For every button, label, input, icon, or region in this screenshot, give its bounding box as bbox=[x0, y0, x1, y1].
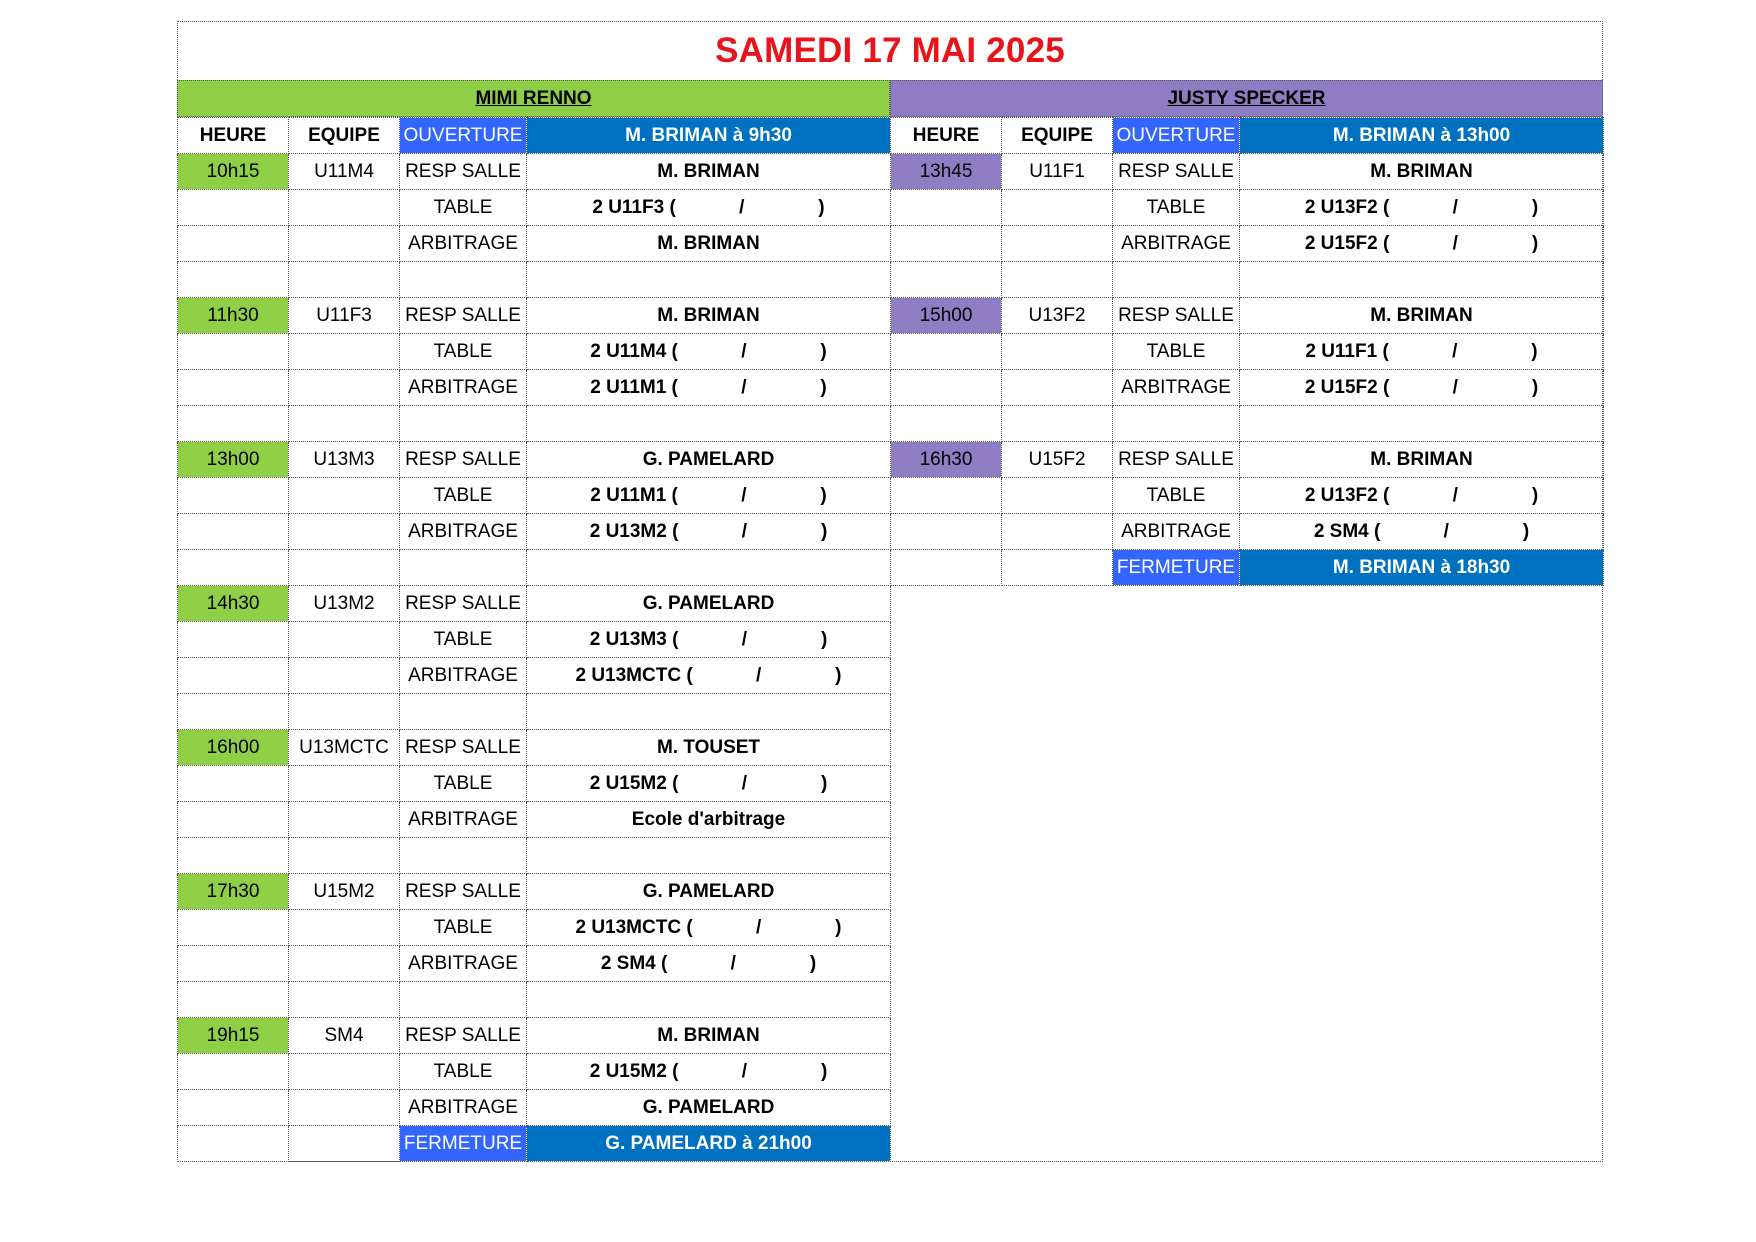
header-row bbox=[891, 118, 1604, 154]
schedule-table-left bbox=[177, 117, 891, 1162]
role-arbitrage-label: ARBITRAGE bbox=[400, 658, 527, 694]
table-assignment: 2 U15M2 ( / ) bbox=[527, 766, 891, 802]
closing-value: M. BRIMAN à 18h30 bbox=[1240, 550, 1604, 586]
ouverture-label: OUVERTURE bbox=[400, 118, 527, 154]
role-table-label: TABLE bbox=[400, 622, 527, 658]
empty-cell bbox=[1002, 406, 1113, 442]
role-resp-label: RESP SALLE bbox=[400, 730, 527, 766]
slot-time: 13h00 bbox=[178, 442, 289, 478]
empty-cell bbox=[178, 910, 289, 946]
empty-cell bbox=[289, 946, 400, 982]
equipe-header: EQUIPE bbox=[1002, 118, 1113, 154]
empty-cell bbox=[891, 190, 1002, 226]
arbitrage-assignment: Ecole d'arbitrage bbox=[527, 802, 891, 838]
slot-row-arbitrage bbox=[178, 1090, 891, 1126]
resp-person: M. BRIMAN bbox=[1240, 298, 1604, 334]
opening-value: M. BRIMAN à 9h30 bbox=[527, 118, 891, 154]
spacer-row bbox=[891, 406, 1604, 442]
empty-cell bbox=[178, 838, 289, 874]
role-arbitrage-label: ARBITRAGE bbox=[1113, 226, 1240, 262]
empty-cell bbox=[289, 802, 400, 838]
slot-team: U15M2 bbox=[289, 874, 400, 910]
spacer-row bbox=[178, 262, 891, 298]
slot-time: 16h30 bbox=[891, 442, 1002, 478]
slot-time: 11h30 bbox=[178, 298, 289, 334]
empty-cell bbox=[289, 550, 400, 586]
slot-row-arbitrage bbox=[178, 946, 891, 982]
role-arbitrage-label: ARBITRAGE bbox=[1113, 514, 1240, 550]
spacer-row bbox=[178, 838, 891, 874]
empty-cell bbox=[289, 838, 400, 874]
empty-cell bbox=[289, 910, 400, 946]
empty-cell bbox=[400, 550, 527, 586]
table-assignment: 2 U11M4 ( / ) bbox=[527, 334, 891, 370]
page-title: SAMEDI 17 MAI 2025 bbox=[715, 30, 1065, 70]
resp-person: G. PAMELARD bbox=[527, 442, 891, 478]
empty-cell bbox=[289, 982, 400, 1018]
slot-team: U13MCTC bbox=[289, 730, 400, 766]
role-arbitrage-label: ARBITRAGE bbox=[400, 226, 527, 262]
empty-cell bbox=[1113, 406, 1240, 442]
empty-cell bbox=[1240, 406, 1604, 442]
slot-row-resp bbox=[178, 586, 891, 622]
heure-header: HEURE bbox=[178, 118, 289, 154]
role-resp-label: RESP SALLE bbox=[1113, 298, 1240, 334]
fermeture-label: FERMETURE bbox=[400, 1126, 527, 1162]
ouverture-label: OUVERTURE bbox=[1113, 118, 1240, 154]
role-arbitrage-label: ARBITRAGE bbox=[400, 1090, 527, 1126]
slot-row-arbitrage bbox=[178, 514, 891, 550]
role-table-label: TABLE bbox=[400, 190, 527, 226]
empty-cell bbox=[527, 982, 891, 1018]
role-table-label: TABLE bbox=[400, 766, 527, 802]
empty-cell bbox=[289, 370, 400, 406]
empty-cell bbox=[178, 1054, 289, 1090]
slot-row-table bbox=[178, 190, 891, 226]
empty-cell bbox=[289, 406, 400, 442]
slot-row-arbitrage bbox=[891, 226, 1604, 262]
slot-row-table bbox=[178, 910, 891, 946]
spacer-row bbox=[178, 550, 891, 586]
role-arbitrage-label: ARBITRAGE bbox=[400, 370, 527, 406]
empty-cell bbox=[891, 514, 1002, 550]
arbitrage-assignment: 2 U11M1 ( / ) bbox=[527, 370, 891, 406]
role-arbitrage-label: ARBITRAGE bbox=[400, 946, 527, 982]
slot-row-resp bbox=[178, 874, 891, 910]
table-assignment: 2 U11M1 ( / ) bbox=[527, 478, 891, 514]
empty-cell bbox=[1002, 514, 1113, 550]
empty-cell bbox=[289, 478, 400, 514]
empty-cell bbox=[178, 406, 289, 442]
slot-team: U11F1 bbox=[1002, 154, 1113, 190]
empty-cell bbox=[891, 334, 1002, 370]
empty-cell bbox=[400, 406, 527, 442]
empty-cell bbox=[289, 1090, 400, 1126]
slot-time: 10h15 bbox=[178, 154, 289, 190]
empty-cell bbox=[178, 262, 289, 298]
arbitrage-assignment: M. BRIMAN bbox=[527, 226, 891, 262]
role-table-label: TABLE bbox=[400, 910, 527, 946]
role-table-label: TABLE bbox=[1113, 478, 1240, 514]
slot-row-resp bbox=[178, 298, 891, 334]
arbitrage-assignment: 2 U13MCTC ( / ) bbox=[527, 658, 891, 694]
empty-cell bbox=[178, 694, 289, 730]
slot-row-table bbox=[178, 478, 891, 514]
empty-cell bbox=[178, 802, 289, 838]
role-resp-label: RESP SALLE bbox=[400, 874, 527, 910]
empty-cell bbox=[527, 262, 891, 298]
empty-cell bbox=[527, 694, 891, 730]
arbitrage-assignment: 2 SM4 ( / ) bbox=[1240, 514, 1604, 550]
slot-row-arbitrage bbox=[178, 226, 891, 262]
empty-cell bbox=[178, 334, 289, 370]
empty-cell bbox=[178, 622, 289, 658]
slot-row-table bbox=[178, 622, 891, 658]
empty-cell bbox=[178, 982, 289, 1018]
header-row bbox=[178, 118, 891, 154]
empty-cell bbox=[1002, 190, 1113, 226]
spacer-row bbox=[178, 406, 891, 442]
table-assignment: 2 U11F1 ( / ) bbox=[1240, 334, 1604, 370]
spacer-row bbox=[178, 694, 891, 730]
empty-cell bbox=[178, 550, 289, 586]
empty-cell bbox=[289, 262, 400, 298]
resp-person: M. BRIMAN bbox=[1240, 154, 1604, 190]
table-assignment: 2 U11F3 ( / ) bbox=[527, 190, 891, 226]
table-assignment: 2 U13M3 ( / ) bbox=[527, 622, 891, 658]
arbitrage-assignment: 2 U15F2 ( / ) bbox=[1240, 226, 1604, 262]
slot-row-resp bbox=[891, 298, 1604, 334]
role-arbitrage-label: ARBITRAGE bbox=[400, 514, 527, 550]
role-resp-label: RESP SALLE bbox=[400, 442, 527, 478]
slot-time: 19h15 bbox=[178, 1018, 289, 1054]
schedule-table-right bbox=[890, 117, 1604, 586]
empty-cell bbox=[289, 1054, 400, 1090]
slot-time: 15h00 bbox=[891, 298, 1002, 334]
empty-cell bbox=[527, 550, 891, 586]
empty-cell bbox=[178, 1090, 289, 1126]
empty-cell bbox=[289, 658, 400, 694]
role-resp-label: RESP SALLE bbox=[400, 298, 527, 334]
slot-row-arbitrage bbox=[891, 370, 1604, 406]
empty-cell bbox=[178, 370, 289, 406]
empty-cell bbox=[178, 1126, 289, 1162]
resp-person: M. TOUSET bbox=[527, 730, 891, 766]
empty-cell bbox=[178, 190, 289, 226]
opening-value: M. BRIMAN à 13h00 bbox=[1240, 118, 1604, 154]
slot-row-resp bbox=[891, 442, 1604, 478]
empty-cell bbox=[289, 514, 400, 550]
empty-cell bbox=[400, 694, 527, 730]
empty-cell bbox=[178, 478, 289, 514]
empty-cell bbox=[891, 406, 1002, 442]
empty-cell bbox=[289, 190, 400, 226]
empty-cell bbox=[891, 550, 1002, 586]
resp-person: M. BRIMAN bbox=[527, 154, 891, 190]
role-table-label: TABLE bbox=[400, 478, 527, 514]
empty-cell bbox=[400, 838, 527, 874]
resp-person: G. PAMELARD bbox=[527, 874, 891, 910]
closing-row bbox=[178, 1126, 891, 1162]
empty-cell bbox=[891, 478, 1002, 514]
slot-time: 14h30 bbox=[178, 586, 289, 622]
slot-row-table bbox=[178, 334, 891, 370]
empty-cell bbox=[891, 370, 1002, 406]
slot-row-table bbox=[178, 766, 891, 802]
empty-cell bbox=[527, 406, 891, 442]
heure-header: HEURE bbox=[891, 118, 1002, 154]
slot-time: 17h30 bbox=[178, 874, 289, 910]
arbitrage-assignment: G. PAMELARD bbox=[527, 1090, 891, 1126]
slot-team: U13M2 bbox=[289, 586, 400, 622]
slot-row-arbitrage bbox=[178, 370, 891, 406]
closing-row bbox=[891, 550, 1604, 586]
role-arbitrage-label: ARBITRAGE bbox=[400, 802, 527, 838]
role-table-label: TABLE bbox=[400, 334, 527, 370]
empty-cell bbox=[1002, 370, 1113, 406]
venue-header-left: MIMI RENNO bbox=[177, 80, 890, 117]
slot-row-table bbox=[891, 478, 1604, 514]
role-table-label: TABLE bbox=[1113, 190, 1240, 226]
empty-cell bbox=[178, 946, 289, 982]
role-table-label: TABLE bbox=[400, 1054, 527, 1090]
spacer-row bbox=[891, 262, 1604, 298]
slot-row-resp bbox=[178, 1018, 891, 1054]
slot-time: 13h45 bbox=[891, 154, 1002, 190]
empty-cell bbox=[891, 262, 1002, 298]
empty-cell bbox=[891, 226, 1002, 262]
resp-person: M. BRIMAN bbox=[527, 298, 891, 334]
role-arbitrage-label: ARBITRAGE bbox=[1113, 370, 1240, 406]
resp-person: G. PAMELARD bbox=[527, 586, 891, 622]
empty-cell bbox=[178, 658, 289, 694]
empty-cell bbox=[1002, 262, 1113, 298]
resp-person: M. BRIMAN bbox=[527, 1018, 891, 1054]
slot-team: U11M4 bbox=[289, 154, 400, 190]
table-assignment: 2 U15M2 ( / ) bbox=[527, 1054, 891, 1090]
closing-value: G. PAMELARD à 21h00 bbox=[527, 1126, 891, 1162]
spacer-row bbox=[178, 982, 891, 1018]
empty-cell bbox=[178, 226, 289, 262]
venue-header-right: JUSTY SPECKER bbox=[890, 80, 1603, 117]
table-assignment: 2 U13F2 ( / ) bbox=[1240, 190, 1604, 226]
empty-cell bbox=[527, 838, 891, 874]
role-resp-label: RESP SALLE bbox=[400, 586, 527, 622]
empty-cell bbox=[289, 766, 400, 802]
arbitrage-assignment: 2 U15F2 ( / ) bbox=[1240, 370, 1604, 406]
resp-person: M. BRIMAN bbox=[1240, 442, 1604, 478]
slot-time: 16h00 bbox=[178, 730, 289, 766]
slot-team: U13M3 bbox=[289, 442, 400, 478]
slot-team: U13F2 bbox=[1002, 298, 1113, 334]
role-resp-label: RESP SALLE bbox=[400, 1018, 527, 1054]
empty-cell bbox=[178, 514, 289, 550]
role-resp-label: RESP SALLE bbox=[1113, 442, 1240, 478]
slot-row-arbitrage bbox=[178, 658, 891, 694]
empty-cell bbox=[400, 982, 527, 1018]
slot-row-table bbox=[891, 334, 1604, 370]
slot-row-table bbox=[891, 190, 1604, 226]
empty-cell bbox=[289, 226, 400, 262]
slot-row-resp bbox=[178, 730, 891, 766]
slot-team: SM4 bbox=[289, 1018, 400, 1054]
slot-row-table bbox=[178, 1054, 891, 1090]
empty-cell bbox=[1002, 226, 1113, 262]
empty-cell bbox=[289, 334, 400, 370]
slot-row-arbitrage bbox=[891, 514, 1604, 550]
slot-row-resp bbox=[891, 154, 1604, 190]
empty-cell bbox=[1002, 550, 1113, 586]
table-assignment: 2 U13F2 ( / ) bbox=[1240, 478, 1604, 514]
slot-team: U11F3 bbox=[289, 298, 400, 334]
empty-cell bbox=[1240, 262, 1604, 298]
slot-team: U15F2 bbox=[1002, 442, 1113, 478]
empty-cell bbox=[1002, 478, 1113, 514]
empty-cell bbox=[289, 694, 400, 730]
empty-cell bbox=[1002, 334, 1113, 370]
empty-cell bbox=[400, 262, 527, 298]
equipe-header: EQUIPE bbox=[289, 118, 400, 154]
arbitrage-assignment: 2 U13M2 ( / ) bbox=[527, 514, 891, 550]
empty-cell bbox=[289, 1126, 400, 1162]
fermeture-label: FERMETURE bbox=[1113, 550, 1240, 586]
arbitrage-assignment: 2 SM4 ( / ) bbox=[527, 946, 891, 982]
slot-row-resp bbox=[178, 154, 891, 190]
slot-row-resp bbox=[178, 442, 891, 478]
slot-row-arbitrage bbox=[178, 802, 891, 838]
table-assignment: 2 U13MCTC ( / ) bbox=[527, 910, 891, 946]
empty-cell bbox=[178, 766, 289, 802]
role-resp-label: RESP SALLE bbox=[400, 154, 527, 190]
role-table-label: TABLE bbox=[1113, 334, 1240, 370]
empty-cell bbox=[289, 622, 400, 658]
empty-cell bbox=[1113, 262, 1240, 298]
role-resp-label: RESP SALLE bbox=[1113, 154, 1240, 190]
